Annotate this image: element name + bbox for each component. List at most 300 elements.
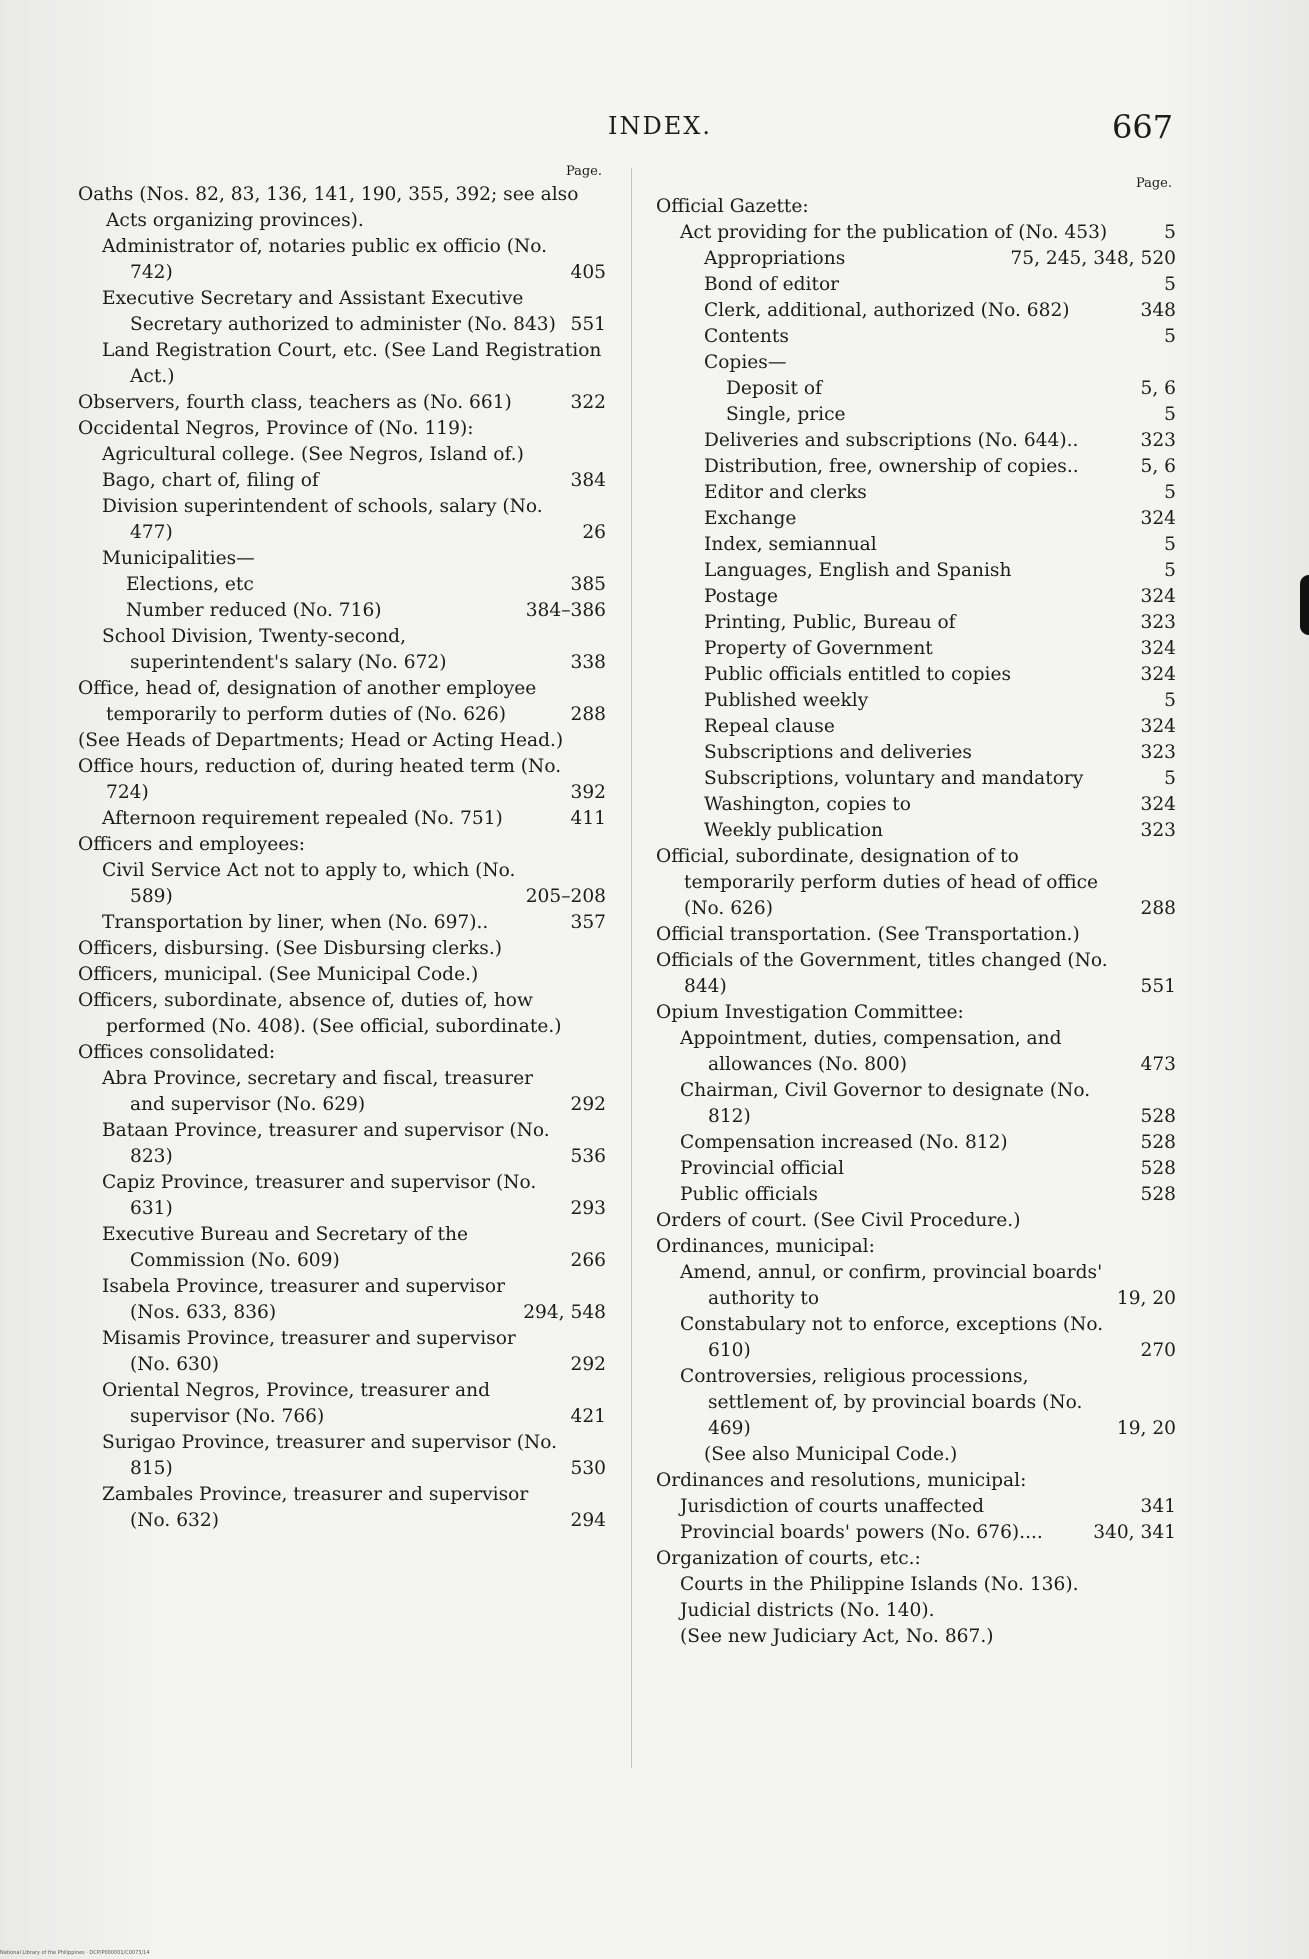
index-entry: [78, 806, 606, 832]
entry-heading: Provincial official: [680, 1158, 845, 1179]
entry-page-number: 26: [582, 522, 606, 543]
entry-heading: Officers, disbursing. (See Disbursing clerks.): [78, 938, 502, 959]
entry-page-number: 323: [1140, 430, 1176, 451]
entry-text: [78, 182, 606, 234]
entry-heading: Public officials entitled to copies: [704, 664, 1012, 685]
entry-page-number: 288: [1140, 898, 1176, 919]
entry-heading: Number reduced (No. 716): [126, 600, 382, 621]
entry-text: [102, 806, 562, 832]
entry-heading: Appropriations: [704, 248, 846, 269]
column-divider: [631, 168, 632, 1768]
entry-page-number: 294, 548: [523, 1302, 606, 1323]
index-entry: [656, 818, 1176, 844]
index-entry: [656, 844, 1176, 922]
entry-text: [704, 584, 1132, 610]
entry-heading: Distribution, free, ownership of copies..: [704, 456, 1079, 477]
index-entry: [78, 546, 606, 572]
entry-page-number: 385: [570, 574, 606, 595]
entry-page-number: 421: [570, 1406, 606, 1427]
entry-text: [102, 1326, 562, 1378]
entry-heading: Subscriptions and deliveries: [704, 742, 972, 763]
entry-text: [704, 610, 1132, 636]
index-entry: [656, 480, 1176, 506]
index-entry: [656, 688, 1176, 714]
entry-text: [102, 1066, 562, 1118]
entry-text: [78, 962, 606, 988]
index-entry: [656, 1442, 1176, 1468]
entry-heading: Municipalities—: [102, 548, 255, 569]
entry-page-number: 324: [1140, 638, 1176, 659]
entry-heading: Offices consolidated:: [78, 1042, 276, 1063]
entry-heading: Observers, fourth class, teachers as (No. 661): [78, 392, 512, 413]
index-entry: [78, 624, 606, 676]
entry-text: [656, 1000, 1176, 1026]
entry-heading: Act providing for the publication of (No. 453): [680, 222, 1108, 243]
index-entry: [78, 1040, 606, 1066]
entry-text: [704, 428, 1132, 454]
entry-heading: Orders of court. (See Civil Procedure.): [656, 1210, 1021, 1231]
index-entry: [78, 286, 606, 338]
entry-page-number: 266: [570, 1250, 606, 1271]
entry-heading: Controversies, religious processions, settlement of, by provincial boards (No. 469): [680, 1366, 1083, 1439]
index-entry: [656, 1208, 1176, 1234]
entry-page-number: 324: [1140, 794, 1176, 815]
entry-text: [680, 1312, 1132, 1364]
entry-text: [656, 948, 1132, 1000]
entry-text: [704, 324, 1132, 350]
right-entries: [656, 194, 1176, 1650]
entry-heading: Editor and clerks: [704, 482, 867, 503]
index-entry: [78, 1170, 606, 1222]
entry-heading: Transportation by liner, when (No. 697)..: [102, 912, 489, 933]
entry-text: [704, 636, 1132, 662]
entry-page-number: 324: [1140, 508, 1176, 529]
entry-page-number: 528: [1140, 1158, 1176, 1179]
index-entry: [78, 858, 606, 910]
entry-text: [656, 1468, 1176, 1494]
entry-text: [704, 688, 1132, 714]
entry-page-number: 5: [1164, 534, 1176, 555]
entry-text: [704, 246, 1006, 272]
entry-page-number: 5, 6: [1140, 456, 1176, 477]
entry-page-number: 75, 245, 348, 520: [1010, 248, 1176, 269]
entry-heading: Languages, English and Spanish: [704, 560, 1012, 581]
entry-heading: Ordinances and resolutions, municipal:: [656, 1470, 1027, 1491]
index-entry: [78, 988, 606, 1040]
entry-text: [102, 468, 562, 494]
index-entry: [78, 728, 606, 754]
index-entry: [656, 584, 1176, 610]
index-entry: [656, 532, 1176, 558]
index-entry: [78, 598, 606, 624]
entry-text: [704, 766, 1132, 792]
index-entry: [656, 1520, 1176, 1546]
entry-text: [680, 1598, 1176, 1624]
entry-heading: Jurisdiction of courts unaffected: [680, 1496, 984, 1517]
entry-text: [78, 728, 606, 754]
index-entry: [656, 766, 1176, 792]
entry-heading: Office, head of, designation of another employee temporarily to perform duties of (No. 626): [78, 678, 537, 725]
entry-text: [102, 624, 562, 676]
entry-page-number: 384–386: [525, 600, 606, 621]
entry-heading: Oriental Negros, Province, treasurer and supervisor (No. 766): [102, 1380, 490, 1427]
entry-heading: (See also Municipal Code.): [704, 1444, 958, 1465]
entry-heading: Washington, copies to: [704, 794, 911, 815]
entry-text: [656, 194, 1176, 220]
entry-text: [680, 1624, 1176, 1650]
entry-heading: Ordinances, municipal:: [656, 1236, 875, 1257]
entry-heading: Property of Government: [704, 638, 933, 659]
index-entry: [656, 1182, 1176, 1208]
entry-page-number: 323: [1140, 820, 1176, 841]
index-entry: [78, 910, 606, 936]
entry-text: [102, 1222, 562, 1274]
entry-text: [78, 416, 606, 442]
index-entry: [78, 234, 606, 286]
index-entry: [78, 1222, 606, 1274]
entry-heading: Judicial districts (No. 140).: [680, 1600, 935, 1621]
entry-text: [680, 1364, 1113, 1442]
entry-text: [656, 922, 1176, 948]
entry-heading: Weekly publication: [704, 820, 883, 841]
entry-heading: Zambales Province, treasurer and supervisor (No. 632): [102, 1484, 529, 1531]
entry-text: [704, 272, 1132, 298]
index-entry: [78, 936, 606, 962]
entry-text: [102, 858, 522, 910]
entry-heading: Occidental Negros, Province of (No. 119):: [78, 418, 474, 439]
entry-heading: Surigao Province, treasurer and supervisor (No. 815): [102, 1432, 558, 1479]
entry-page-number: 551: [570, 314, 606, 335]
index-entry: [656, 1234, 1176, 1260]
index-entry: [656, 428, 1176, 454]
entry-page-number: 338: [570, 652, 606, 673]
entry-heading: Postage: [704, 586, 778, 607]
entry-text: [704, 1442, 1176, 1468]
entry-page-number: 292: [570, 1094, 606, 1115]
entry-page-number: 322: [570, 392, 606, 413]
entry-page-number: 528: [1140, 1106, 1176, 1127]
entry-heading: Afternoon requirement repealed (No. 751): [102, 808, 503, 829]
index-entry: [78, 1430, 606, 1482]
index-entry: [78, 390, 606, 416]
entry-text: [78, 936, 606, 962]
entry-text: [102, 546, 606, 572]
entry-heading: (See new Judiciary Act, No. 867.): [680, 1626, 994, 1647]
entry-text: [704, 558, 1132, 584]
index-entry: [656, 1598, 1176, 1624]
entry-text: [680, 1026, 1132, 1078]
entry-text: [102, 1378, 562, 1430]
entry-text: [680, 1182, 1132, 1208]
right-column: [656, 166, 1176, 1650]
entry-text: [78, 1040, 606, 1066]
entry-heading: Printing, Public, Bureau of: [704, 612, 956, 633]
entry-heading: Elections, etc: [126, 574, 254, 595]
entry-heading: Single, price: [726, 404, 846, 425]
page-number: 667: [1112, 108, 1174, 146]
entry-text: [726, 402, 1132, 428]
entry-page-number: 5: [1164, 274, 1176, 295]
index-entry: [78, 1482, 606, 1534]
index-entry: [78, 962, 606, 988]
entry-text: [126, 572, 562, 598]
entry-heading: Deposit of: [726, 378, 822, 399]
index-entry: [656, 1026, 1176, 1078]
entry-page-number: 551: [1140, 976, 1176, 997]
entry-heading: Public officials: [680, 1184, 818, 1205]
entry-heading: Official Gazette:: [656, 196, 809, 217]
page-column-heading: Page.: [1135, 176, 1172, 191]
index-entry: [78, 1326, 606, 1378]
index-entry: [656, 1130, 1176, 1156]
entry-text: [126, 598, 522, 624]
index-entry: [656, 376, 1176, 402]
entry-heading: Official transportation. (See Transportation.): [656, 924, 1080, 945]
index-entry: [656, 1624, 1176, 1650]
entry-page-number: 341: [1140, 1496, 1176, 1517]
entry-text: [102, 338, 606, 390]
entry-text: [102, 1170, 562, 1222]
entry-text: [78, 988, 606, 1040]
entry-heading: Isabela Province, treasurer and supervisor (Nos. 633, 836): [102, 1276, 505, 1323]
entry-text: [78, 754, 562, 806]
entry-heading: Administrator of, notaries public ex officio (No. 742): [102, 236, 548, 283]
entry-heading: Division superintendent of schools, salary (No. 477): [102, 496, 543, 543]
entry-text: [102, 1118, 562, 1170]
entry-text: [680, 1494, 1132, 1520]
index-entry: [78, 1066, 606, 1118]
entry-heading: Bago, chart of, filing of: [102, 470, 319, 491]
entry-page-number: 5: [1164, 482, 1176, 503]
entry-heading: Deliveries and subscriptions (No. 644)..: [704, 430, 1079, 451]
entry-text: [704, 506, 1132, 532]
entry-heading: Office hours, reduction of, during heated term (No. 724): [78, 756, 562, 803]
entry-page-number: 528: [1140, 1184, 1176, 1205]
entry-text: [704, 714, 1132, 740]
entry-page-number: 384: [570, 470, 606, 491]
running-title: INDEX.: [608, 112, 712, 140]
index-entry: [656, 662, 1176, 688]
entry-page-number: 340, 341: [1093, 1522, 1176, 1543]
index-entry: [656, 792, 1176, 818]
entry-page-number: 323: [1140, 612, 1176, 633]
entry-heading: Published weekly: [704, 690, 869, 711]
entry-heading: Officers and employees:: [78, 834, 306, 855]
index-entry: [656, 1078, 1176, 1130]
index-entry: [656, 636, 1176, 662]
entry-page-number: 411: [570, 808, 606, 829]
entry-page-number: 357: [570, 912, 606, 933]
index-entry: [656, 1546, 1176, 1572]
index-entry: [656, 1156, 1176, 1182]
entry-text: [78, 390, 562, 416]
index-entry: [656, 714, 1176, 740]
entry-heading: Amend, annul, or confirm, provincial boards' authority to: [680, 1262, 1103, 1309]
entry-page-number: 19, 20: [1116, 1418, 1176, 1439]
entry-page-number: 324: [1140, 664, 1176, 685]
entry-heading: Civil Service Act not to apply to, which (No. 589): [102, 860, 516, 907]
index-entry: [656, 272, 1176, 298]
entry-text: [78, 832, 606, 858]
entry-heading: Official, subordinate, designation of to temporarily perform duties of head of office (No. 626): [656, 846, 1099, 919]
entry-heading: Subscriptions, voluntary and mandatory: [704, 768, 1084, 789]
entry-text: [704, 532, 1132, 558]
entry-text: [102, 286, 562, 338]
entry-heading: Organization of courts, etc.:: [656, 1548, 921, 1569]
index-entry: [656, 610, 1176, 636]
entry-page-number: 5: [1164, 560, 1176, 581]
binding-hole-mark: [1300, 575, 1309, 635]
entry-text: [78, 676, 562, 728]
index-entry: [78, 754, 606, 806]
entry-page-number: 294: [570, 1510, 606, 1531]
index-entry: [78, 1118, 606, 1170]
page-column-heading: Page.: [565, 164, 602, 179]
entry-page-number: 293: [570, 1198, 606, 1219]
entry-heading: Oaths (Nos. 82, 83, 136, 141, 190, 355, 392; see also Acts organizing provinces).: [78, 184, 579, 231]
entry-heading: Compensation increased (No. 812): [680, 1132, 1008, 1153]
index-entry: [78, 1378, 606, 1430]
entry-text: [102, 1274, 519, 1326]
index-entry: [656, 948, 1176, 1000]
index-entry: [656, 1312, 1176, 1364]
entry-heading: Capiz Province, treasurer and supervisor (No. 631): [102, 1172, 537, 1219]
entry-page-number: 292: [570, 1354, 606, 1375]
entry-text: [680, 1260, 1113, 1312]
entry-text: [102, 1430, 562, 1482]
entry-heading: Contents: [704, 326, 789, 347]
entry-text: [102, 494, 562, 546]
index-entry: [656, 1572, 1176, 1598]
left-entries: [78, 182, 606, 1534]
index-entry: [78, 676, 606, 728]
entry-heading: Bataan Province, treasurer and supervisor (No. 823): [102, 1120, 550, 1167]
entry-text: [680, 1156, 1132, 1182]
entry-heading: Abra Province, secretary and fiscal, treasurer and supervisor (No. 629): [102, 1068, 534, 1115]
entry-heading: Courts in the Philippine Islands (No. 136).: [680, 1574, 1079, 1595]
entry-page-number: 5, 6: [1140, 378, 1176, 399]
entry-text: [656, 844, 1132, 922]
entry-heading: Opium Investigation Committee:: [656, 1002, 964, 1023]
entry-page-number: 5: [1164, 768, 1176, 789]
entry-page-number: 5: [1164, 326, 1176, 347]
entry-heading: Officers, municipal. (See Municipal Code.): [78, 964, 479, 985]
entry-text: [704, 298, 1132, 324]
entry-page-number: 323: [1140, 742, 1176, 763]
index-entry: [656, 1468, 1176, 1494]
entry-text: [680, 1130, 1132, 1156]
entry-page-number: 473: [1140, 1054, 1176, 1075]
entry-text: [680, 220, 1132, 246]
index-entry: [656, 1494, 1176, 1520]
entry-text: [704, 818, 1132, 844]
entry-text: [704, 480, 1132, 506]
entry-text: [656, 1234, 1176, 1260]
index-entry: [78, 338, 606, 390]
index-entry: [656, 194, 1176, 220]
entry-text: [704, 792, 1132, 818]
index-entry: [78, 572, 606, 598]
entry-text: [704, 350, 1176, 376]
index-entry: [656, 1000, 1176, 1026]
index-entry: [656, 402, 1176, 428]
entry-text: [704, 454, 1132, 480]
entry-page-number: 392: [570, 782, 606, 803]
index-entry: [656, 350, 1176, 376]
entry-heading: Provincial boards' powers (No. 676)....: [680, 1522, 1043, 1543]
entry-page-number: 5: [1164, 690, 1176, 711]
index-entry: [78, 468, 606, 494]
index-entry: [78, 182, 606, 234]
entry-heading: (See Heads of Departments; Head or Acting Head.): [78, 730, 564, 751]
index-entry: [656, 1364, 1176, 1442]
index-entry: [656, 922, 1176, 948]
index-entry: [78, 442, 606, 468]
entry-heading: Chairman, Civil Governor to designate (No. 812): [680, 1080, 1091, 1127]
entry-text: [102, 234, 562, 286]
entry-text: [726, 376, 1132, 402]
entry-heading: Appointment, duties, compensation, and allowances (No. 800): [680, 1028, 1062, 1075]
entry-heading: Clerk, additional, authorized (No. 682): [704, 300, 1070, 321]
entry-heading: Repeal clause: [704, 716, 835, 737]
entry-heading: Executive Secretary and Assistant Executive Secretary authorized to administer (No. 843): [102, 288, 556, 335]
entry-page-number: 348: [1140, 300, 1176, 321]
entry-heading: Agricultural college. (See Negros, Island of.): [102, 444, 524, 465]
entry-text: [680, 1520, 1089, 1546]
index-entry: [78, 1274, 606, 1326]
index-entry: [78, 416, 606, 442]
entry-text: [656, 1208, 1176, 1234]
entry-page-number: 324: [1140, 586, 1176, 607]
entry-text: [102, 910, 562, 936]
entry-page-number: 205–208: [525, 886, 606, 907]
entry-text: [102, 442, 606, 468]
entry-page-number: 5: [1164, 222, 1176, 243]
entry-heading: Constabulary not to enforce, exceptions (No. 610): [680, 1314, 1104, 1361]
entry-page-number: 288: [570, 704, 606, 725]
entry-page-number: 528: [1140, 1132, 1176, 1153]
index-entry: [656, 324, 1176, 350]
entry-heading: Land Registration Court, etc. (See Land Registration Act.): [102, 340, 602, 387]
entry-page-number: 405: [570, 262, 606, 283]
entry-page-number: 530: [570, 1458, 606, 1479]
index-entry: [656, 558, 1176, 584]
entry-text: [102, 1482, 562, 1534]
entry-page-number: 19, 20: [1116, 1288, 1176, 1309]
entry-heading: Officials of the Government, titles changed (No. 844): [656, 950, 1108, 997]
index-entry: [656, 1260, 1176, 1312]
index-entry: [656, 246, 1176, 272]
index-entry: [656, 740, 1176, 766]
entry-heading: Copies—: [704, 352, 787, 373]
index-entry: [78, 494, 606, 546]
entry-heading: Exchange: [704, 508, 797, 529]
entry-text: [704, 662, 1132, 688]
entry-text: [680, 1078, 1132, 1130]
left-column: [78, 166, 606, 1534]
entry-page-number: 270: [1140, 1340, 1176, 1361]
entry-heading: Bond of editor: [704, 274, 840, 295]
entry-heading: Index, semiannual: [704, 534, 877, 555]
index-entry: [656, 454, 1176, 480]
entry-heading: School Division, Twenty-second, superintendent's salary (No. 672): [102, 626, 447, 673]
index-entry: [78, 832, 606, 858]
entry-heading: Executive Bureau and Secretary of the Commission (No. 609): [102, 1224, 469, 1271]
entry-page-number: 324: [1140, 716, 1176, 737]
entry-page-number: 5: [1164, 404, 1176, 425]
index-entry: [656, 220, 1176, 246]
index-entry: [656, 298, 1176, 324]
